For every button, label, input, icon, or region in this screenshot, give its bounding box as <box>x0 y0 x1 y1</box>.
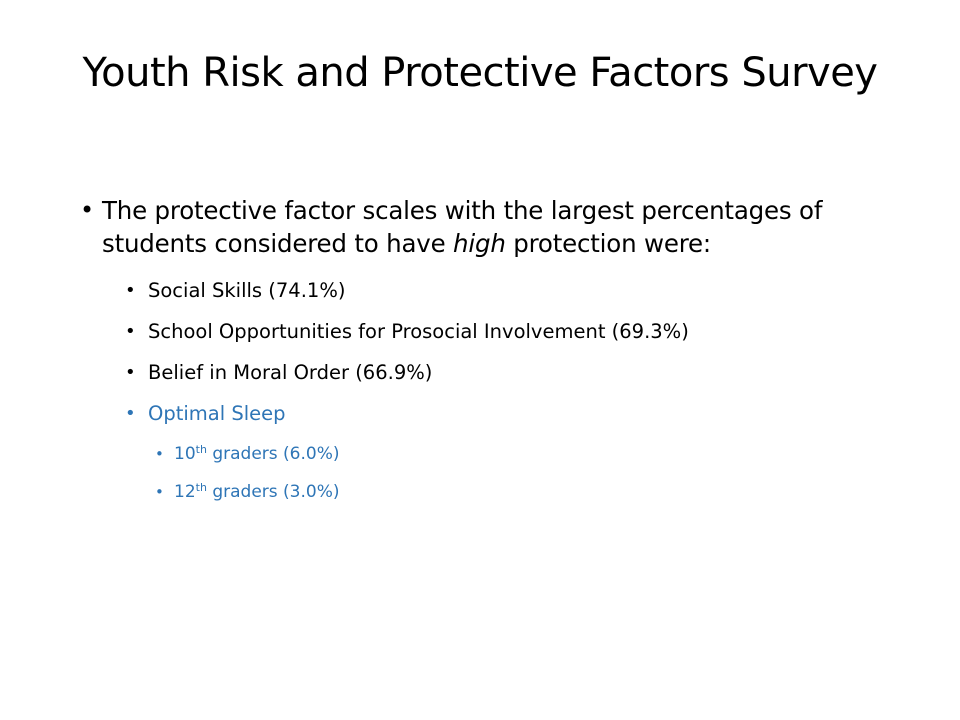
slide-title: Youth Risk and Protective Factors Survey <box>82 50 878 96</box>
list-item-label: Social Skills (74.1%) <box>148 279 346 302</box>
grade-detail: graders (3.0%) <box>206 482 340 502</box>
bullet-icon: • <box>125 280 136 301</box>
grade-number: 12 <box>174 482 196 502</box>
list-item-label: Optimal Sleep <box>148 402 286 425</box>
sublist-item-10th-graders <box>80 442 900 466</box>
slide-content <box>80 194 900 518</box>
main-point-text <box>102 196 822 258</box>
protective-factors-list <box>80 278 900 504</box>
grade-suffix: th <box>195 443 207 456</box>
list-item-label: Belief in Moral Order (66.9%) <box>148 361 433 384</box>
list-item-social-skills <box>80 278 900 304</box>
grade-suffix: th <box>195 481 207 494</box>
bullet-icon: • <box>125 362 136 383</box>
bullet-icon: • <box>125 403 136 424</box>
main-point-text-after: protection were: <box>505 229 711 258</box>
bullet-icon: • <box>155 483 164 501</box>
sublist-item-12th-graders <box>80 480 900 504</box>
bullet-icon: • <box>125 321 136 342</box>
main-point-text-before: The protective factor scales with the largest percentages of students considered to have <box>102 196 823 258</box>
bullet-icon: • <box>155 445 164 463</box>
main-point-emphasis: high <box>453 229 506 258</box>
optimal-sleep-sublist <box>80 442 900 504</box>
main-bullet-point <box>80 194 900 260</box>
bullet-icon: • <box>80 196 94 224</box>
list-item-school-opportunities <box>80 319 900 345</box>
grade-detail: graders (6.0%) <box>206 444 340 464</box>
list-item-label: School Opportunities for Prosocial Involvement (69.3%) <box>148 320 689 343</box>
list-item-optimal-sleep <box>80 401 900 427</box>
list-item-moral-order <box>80 360 900 386</box>
grade-number: 10 <box>174 444 196 464</box>
